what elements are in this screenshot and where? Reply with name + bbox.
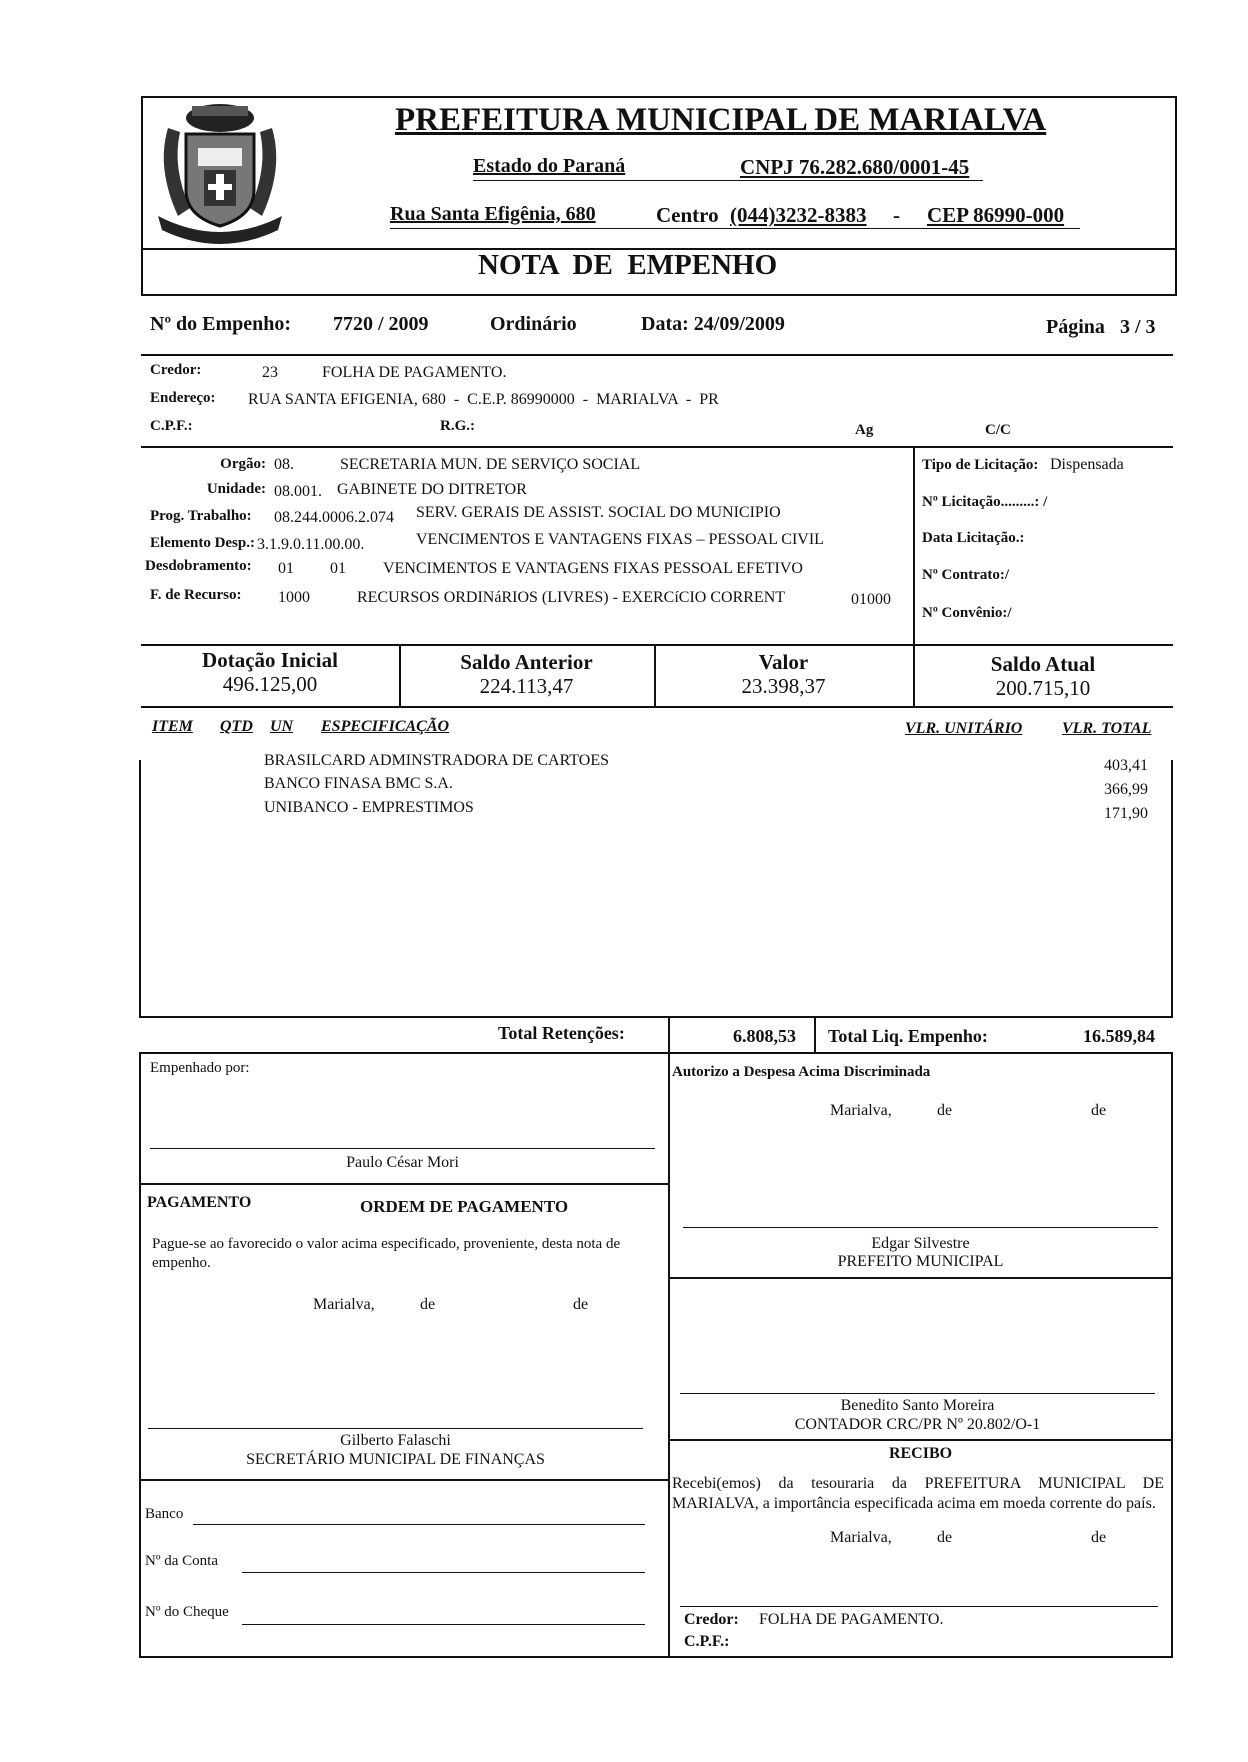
data-licitacao: Data Licitação.: <box>922 530 1025 546</box>
recibo-city: Marialva, <box>830 1529 892 1546</box>
page-label: Página <box>1046 316 1105 338</box>
prog-label: Prog. Trabalho: <box>150 508 252 524</box>
empenhado-bottom-line <box>139 1183 669 1185</box>
ag-label: Ag <box>855 422 874 438</box>
elemento-name: VENCIMENTOS E VANTAGENS FIXAS – PESSOAL CIVIL <box>416 531 824 548</box>
empenho-date: Data: 24/09/2009 <box>641 313 785 335</box>
ordem-pagamento-label: ORDEM DE PAGAMENTO <box>360 1197 569 1216</box>
credor-line <box>141 446 1173 448</box>
unidade-name: GABINETE DO DITRETOR <box>337 481 527 498</box>
coat-of-arms-logo <box>150 98 290 244</box>
retencoes-value: 6.808,53 <box>733 1026 796 1046</box>
col-item: ITEM <box>152 718 193 735</box>
autorizo-label: Autorizo a Despesa Acima Discriminada <box>672 1064 931 1080</box>
col-vlr-total: VLR. TOTAL <box>1062 720 1152 737</box>
recibo-cpf-label: C.P.F.: <box>684 1633 730 1650</box>
tipo-licitacao-value: Dispensada <box>1050 456 1124 473</box>
autorizo-signer-role: PREFEITO MUNICIPAL <box>837 1253 1004 1270</box>
document-title: NOTA DE EMPENHO <box>478 249 778 281</box>
numero-licitacao: Nº Licitação.........: / <box>922 494 1048 510</box>
pagamento-label: PAGAMENTO <box>147 1194 252 1211</box>
recurso-code-2: 01000 <box>851 591 891 608</box>
empenhado-label: Empenhado por: <box>150 1060 250 1076</box>
saldo-anterior-label: Saldo Anterior <box>460 650 593 674</box>
empenhado-sign-line <box>150 1148 655 1149</box>
header-line-2 <box>390 228 1080 229</box>
header-cep: CEP 86990-000 <box>927 203 1065 227</box>
item-total-1: 403,41 <box>1104 757 1148 774</box>
header-dash: - <box>893 203 900 227</box>
cheque-line <box>242 1624 645 1625</box>
address-label: Endereço: <box>150 390 216 406</box>
item-desc-2: BANCO FINASA BMC S.A. <box>264 775 453 792</box>
item-total-3: 171,90 <box>1104 805 1148 822</box>
numero-convenio: Nº Convênio:/ <box>922 605 1012 621</box>
autorizo-bottom-line <box>668 1277 1173 1279</box>
dotacao-value: 496.125,00 <box>222 672 318 696</box>
credor-name: FOLHA DE PAGAMENTO. <box>322 364 507 381</box>
header-state: Estado do Paraná <box>473 155 626 177</box>
prog-name: SERV. GERAIS DE ASSIST. SOCIAL DO MUNICIPIO <box>416 504 781 521</box>
prog-code: 08.244.0006.2.074 <box>274 509 394 526</box>
unidade-code: 08.001. <box>274 483 322 500</box>
item-total-2: 366,99 <box>1104 781 1148 798</box>
empenhado-signer: Paulo César Mori <box>346 1154 459 1171</box>
header-title: PREFEITURA MUNICIPAL DE MARIALVA <box>395 102 1047 138</box>
recibo-credor-label: Credor: <box>684 1611 739 1628</box>
contador-signer: Benedito Santo Moreira <box>840 1397 995 1414</box>
empenho-number-value: 7720 / 2009 <box>333 313 429 335</box>
desdobramento-code-2: 01 <box>330 560 346 577</box>
recibo-de-1: de <box>937 1529 953 1546</box>
pagamento-bottom-line <box>139 1479 669 1481</box>
banco-line <box>193 1524 645 1525</box>
cheque-label: Nº do Cheque <box>145 1604 229 1620</box>
header-district: Centro <box>656 203 719 227</box>
recibo-title: RECIBO <box>888 1445 953 1462</box>
conta-line <box>242 1572 645 1573</box>
liq-empenho-value: 16.589,84 <box>1083 1026 1155 1046</box>
licitacao-divider <box>913 446 915 646</box>
elemento-label: Elemento Desp.: <box>150 535 255 551</box>
page-value: 3 / 3 <box>1120 316 1156 338</box>
item-desc-3: UNIBANCO - EMPRESTIMOS <box>264 799 474 816</box>
item-desc-1: BRASILCARD ADMINSTRADORA DE CARTOES <box>264 752 610 769</box>
pagamento-sign-line <box>148 1428 643 1429</box>
desdobramento-code-1: 01 <box>278 560 294 577</box>
pagamento-signer-role: SECRETÁRIO MUNICIPAL DE FINANÇAS <box>246 1451 545 1468</box>
recibo-credor-name: FOLHA DE PAGAMENTO. <box>759 1611 944 1628</box>
autorizo-sign-line <box>683 1227 1158 1228</box>
autorizo-de-2: de <box>1091 1102 1107 1119</box>
autorizo-de-1: de <box>937 1102 953 1119</box>
pagamento-signer: Gilberto Falaschi <box>340 1432 451 1449</box>
totais-top-line <box>139 1016 1173 1018</box>
contador-signer-role: CONTADOR CRC/PR Nº 20.802/O-1 <box>794 1416 1041 1433</box>
desdobramento-label: Desdobramento: <box>145 558 252 574</box>
elemento-code: 3.1.9.0.11.00.00. <box>257 536 365 553</box>
bottom-frame-line <box>139 1656 1173 1658</box>
banco-label: Banco <box>145 1506 184 1522</box>
tipo-licitacao-label: Tipo de Licitação: <box>922 457 1039 473</box>
saldos-line <box>141 706 1173 708</box>
desdobramento-name: VENCIMENTOS E VANTAGENS FIXAS PESSOAL EFETIVO <box>383 560 803 577</box>
cpf-label: C.P.F.: <box>150 418 193 434</box>
orgao-name: SECRETARIA MUN. DE SERVIÇO SOCIAL <box>340 456 641 473</box>
valor-value: 23.398,37 <box>741 674 826 698</box>
orgao-code: 08. <box>274 456 294 473</box>
items-right-border <box>1171 760 1173 1016</box>
totais-div-2 <box>814 1016 816 1052</box>
pagamento-city: Marialva, <box>313 1296 375 1313</box>
address-value: RUA SANTA EFIGENIA, 680 - C.E.P. 86990000 - MARIALVA - PR <box>248 391 719 408</box>
header-street: Rua Santa Efigênia, 680 <box>390 203 596 225</box>
items-left-border <box>139 760 141 1016</box>
saldo-anterior-value: 224.113,47 <box>479 674 574 698</box>
contador-bottom-line <box>668 1439 1173 1441</box>
valor-label: Valor <box>758 650 809 674</box>
recurso-label: F. de Recurso: <box>150 587 242 603</box>
col-especificacao: ESPECIFICAÇÃO <box>321 718 450 735</box>
col-qtd: QTD <box>220 718 253 735</box>
totais-bottom-line <box>139 1052 1173 1054</box>
saldo-atual-value: 200.715,10 <box>995 676 1091 700</box>
cc-label: C/C <box>985 422 1011 438</box>
header-cnpj: CNPJ 76.282.680/0001-45 <box>740 155 970 179</box>
rg-label: R.G.: <box>440 418 475 434</box>
col-vlr-unitario: VLR. UNITÁRIO <box>905 720 1023 737</box>
recibo-text: Recebi(emos) da tesouraria da PREFEITURA MUNICIPAL DE MARIALVA, a importância especificada acima em moeda corrente do país. <box>672 1475 1164 1512</box>
bottom-mid-border <box>668 1052 670 1657</box>
pagamento-text: Pague-se ao favorecido o valor acima especificado, proveniente, desta nota de empenho. <box>152 1236 621 1271</box>
orgao-label: Orgão: <box>220 456 266 472</box>
pagamento-de-2: de <box>573 1296 589 1313</box>
contador-sign-line <box>680 1393 1155 1394</box>
conta-label: Nº da Conta <box>145 1553 218 1569</box>
numero-contrato: Nº Contrato:/ <box>922 567 1010 583</box>
empenho-line <box>141 354 1173 356</box>
credor-label: Credor: <box>150 362 202 378</box>
pagamento-de-1: de <box>420 1296 436 1313</box>
bottom-right-border <box>1171 1052 1173 1657</box>
bottom-left-border <box>139 1052 141 1657</box>
autorizo-signer: Edgar Silvestre <box>871 1235 970 1252</box>
dotacao-label: Dotação Inicial <box>202 648 338 672</box>
credor-code: 23 <box>262 364 278 381</box>
autorizo-city: Marialva, <box>830 1102 892 1119</box>
saldo-atual-label: Saldo Atual <box>990 652 1096 676</box>
orcamento-line <box>141 644 1173 646</box>
liq-empenho-label: Total Liq. Empenho: <box>828 1026 988 1046</box>
totais-div-1 <box>668 1016 670 1052</box>
unidade-label: Unidade: <box>206 481 266 497</box>
recibo-de-2: de <box>1091 1529 1107 1546</box>
empenho-type: Ordinário <box>490 313 577 335</box>
header-line-1 <box>473 180 983 181</box>
recurso-name: RECURSOS ORDINáRIOS (LIVRES) - EXERCíCIO CORRENT <box>357 589 786 606</box>
empenho-number-label: Nº do Empenho: <box>150 313 292 335</box>
col-un: UN <box>270 718 294 735</box>
header-phone: (044)3232-8383 <box>730 203 867 227</box>
retencoes-label: Total Retenções: <box>498 1023 625 1043</box>
recibo-sign-line <box>680 1606 1158 1607</box>
recurso-code: 1000 <box>278 589 310 606</box>
